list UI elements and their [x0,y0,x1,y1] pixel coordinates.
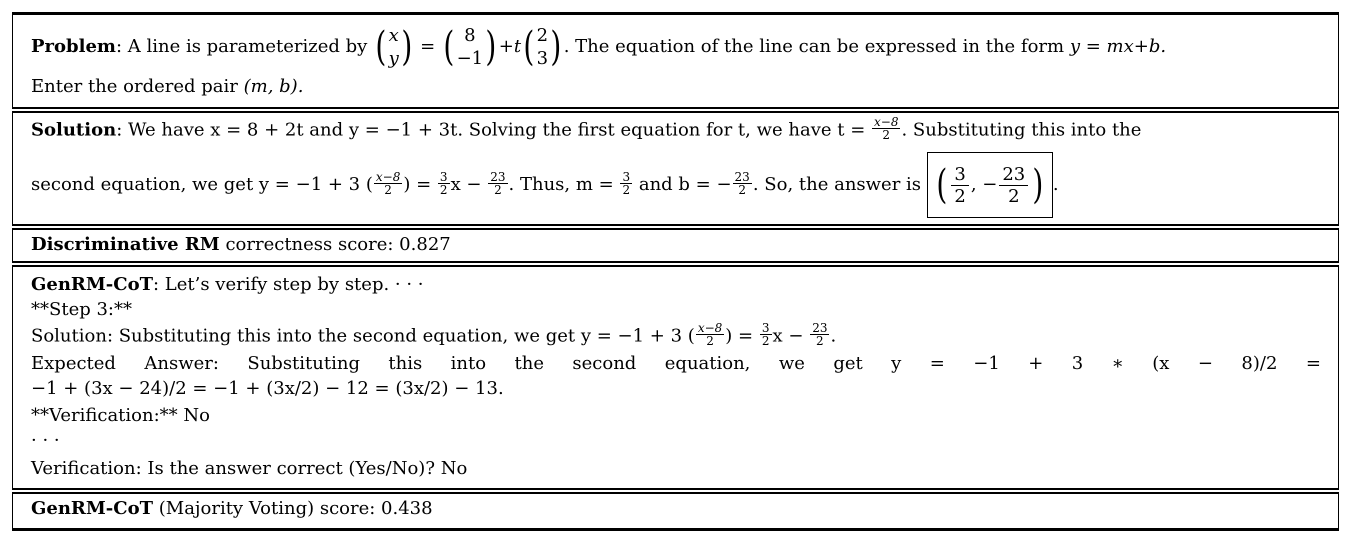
frac1b-num: x−8 [375,169,401,184]
frac1-num: x−8 [874,115,899,129]
border-left-5 [12,493,13,528]
genrm-line-1 [31,274,424,296]
border-right-3 [1338,229,1339,261]
frac-3-2 [438,171,450,196]
genrm-frac-3-2 [760,322,772,347]
frac3-den: 2 [439,182,448,197]
line4-word: −1 [973,353,1000,374]
rule-3 [12,261,1339,263]
line4-word: = [929,353,945,374]
genrm-line-4 [31,353,1321,375]
fracm-num: 3 [622,169,631,184]
fracb-den: 2 [738,182,746,197]
line4-word: Answer: [144,353,219,374]
problem-line-1: Problem: A line is parameterized by ( x y ) = ( 8 −1 ) +t( 2 3 ) . The equation of the line can be expressed in the form y = mx+b. [31,24,1167,70]
genrm-frac-23-2 [810,322,829,347]
line4-word: (x [1152,353,1170,374]
problem-line2-text: Enter the ordered pair [31,76,238,97]
solution-line2-a: second equation, we get y = −1 + 3 [31,174,361,195]
param-t: t [513,36,522,57]
line4-word: ∗ [1111,353,1124,374]
answer-frac-2 [999,164,1028,207]
solution-line2-c: x − [450,174,482,195]
line4-word: this [388,353,423,374]
frac-x-minus-8 [872,116,900,141]
rule-bottom [12,528,1339,531]
border-left-2 [12,112,13,224]
fracb-num: 23 [734,169,750,184]
genrm-line-5: −1 + (3x − 24)/2 = −1 + (3x/2) − 12 = (3x/2) − 13. [31,378,504,399]
boxed-answer: ( $\frac{3}{2}$ , − $\frac{23}{2}$ ) [927,152,1053,218]
border-right-2 [1338,112,1339,224]
frac1-den: 2 [882,128,891,142]
frac-23-2 [488,171,507,196]
solution-line2-f: . So, the answer is [752,174,922,195]
frac-x-minus-8-b [374,171,402,196]
line4-word: 8)/2 [1241,353,1278,374]
answer-num-2: 23 [999,164,1028,186]
border-right-5 [1338,493,1339,528]
line4-word: the [514,353,544,374]
line4-word: y [891,353,902,374]
genrm-heading: GenRM-CoT [31,274,153,295]
line4-word: we [778,353,805,374]
answer-num-1: 3 [951,164,968,186]
answer-frac-1 [951,164,968,207]
majority-line [31,498,433,520]
border-right-4 [1338,266,1339,488]
genrm-line3-a: Solution: Substituting this into the second equation, we get y = −1 + 3 [31,325,683,347]
problem-line-2 [31,76,303,98]
genrm-line-6: **Verification:** No [31,405,210,426]
discriminative-heading: Discriminative RM [31,234,220,255]
vector-point [457,24,484,70]
line4-word: + [1028,353,1044,374]
problem-text-2: . The equation of the line can be expressed in the form [563,36,1065,57]
line4-word: second [572,353,637,374]
vec-d-0: 2 [536,25,549,46]
vector-direction [537,24,548,70]
gfrac23-den: 2 [816,334,824,348]
gfrac3-den: 2 [761,334,770,348]
genrm-line3-eq: = [738,325,754,347]
border-left-3 [12,229,13,261]
discriminative-line [31,234,451,256]
gfrac3-num: 3 [761,321,770,335]
vec-d-1: 3 [536,48,549,69]
solution-line2-e: and b = − [638,174,732,195]
frac23-num: 23 [490,169,506,184]
problem-pair: (m, b). [243,76,304,97]
rule-4 [12,488,1339,490]
solution-line1-text: : We have x = 8 + 2t and y = −1 + 3t. Solving the first equation for t, we have t = [116,119,866,141]
gfrac1-den: 2 [706,334,714,348]
genrm-frac-x-minus-8 [696,322,724,347]
genrm-line-7: · · · [31,430,60,451]
vec-p-0: 8 [464,25,476,46]
problem-form: y = mx+b. [1069,36,1167,57]
discriminative-score: correctness score: 0.827 [225,234,451,255]
problem-text-1: : A line is parameterized by [115,36,368,57]
solution-line1-end: . Substituting this into the [901,119,1142,141]
rule-1 [12,107,1339,109]
line4-word: get [833,353,863,374]
answer-den-2: 2 [1008,185,1020,207]
gfrac1-num: x−8 [697,321,723,335]
vector-xy [389,24,399,70]
line4-word: equation, [664,353,751,374]
answer-den-1: 2 [954,185,966,207]
rule-2 [12,224,1339,226]
line4-word: Substituting [247,353,360,374]
frac-m [620,171,632,196]
rule-4b [12,492,1339,494]
rule-2b [12,228,1339,230]
border-left-4 [12,266,13,488]
rule-1b [12,111,1339,113]
genrm-line-3: Solution: Substituting this into the second equation, we get y = −1 + 3 ( $\frac{x-8}{2}$ ) = $\frac{3}{2}$ x − $\frac{23}{2}$ . [31,321,837,348]
problem-heading: Problem [31,36,116,57]
frac-b [733,171,752,196]
frac23-den: 2 [494,182,502,197]
fracm-den: 2 [622,182,631,197]
answer-sep: , − [970,174,998,195]
vec-y: y [388,48,399,69]
line4-word: = [1305,353,1321,374]
genrm-line-2: **Step 3:** [31,299,132,320]
genrm-line-8: Verification: Is the answer correct (Yes/No)? No [31,458,468,479]
genrm-line3-c: x − [772,325,804,347]
vec-x: x [388,25,399,46]
line4-word: 3 [1071,353,1084,374]
frac1b-den: 2 [384,182,392,197]
rule-3b [12,265,1339,267]
line4-word: into [450,353,487,374]
solution-heading: Solution [31,119,117,141]
genrm-line3-d: . [830,325,837,347]
genrm-line1-text: : Let’s verify step by step. · · · [153,274,424,295]
line4-word: Expected [31,353,116,374]
gfrac23-num: 23 [812,321,828,335]
vec-p-1: −1 [456,48,484,69]
majority-heading: GenRM-CoT [31,498,153,519]
line4-word: − [1197,353,1213,374]
border-right-1 [1338,15,1339,107]
frac3-num: 3 [439,169,448,184]
solution-line-2: second equation, we get y = −1 + 3 ( $\frac{x-8}{2}$ ) = $\frac{3}{2}$ x − $\frac{23}{2}$ . Thus, m = $\frac{3}{2}$ and b = − $\frac{23}{2}$ . So, the answer is ( $\frac{3}{2}$ , − $\frac{23}{2}$ ) . [31,152,1059,218]
solution-line2-d: . Thus, m = [508,174,614,195]
rule-top [12,12,1339,15]
solution-line2-eq: = [416,174,432,195]
solution-line-1 [31,115,1142,143]
border-left-1 [12,15,13,107]
majority-score: (Majority Voting) score: 0.438 [158,498,433,519]
